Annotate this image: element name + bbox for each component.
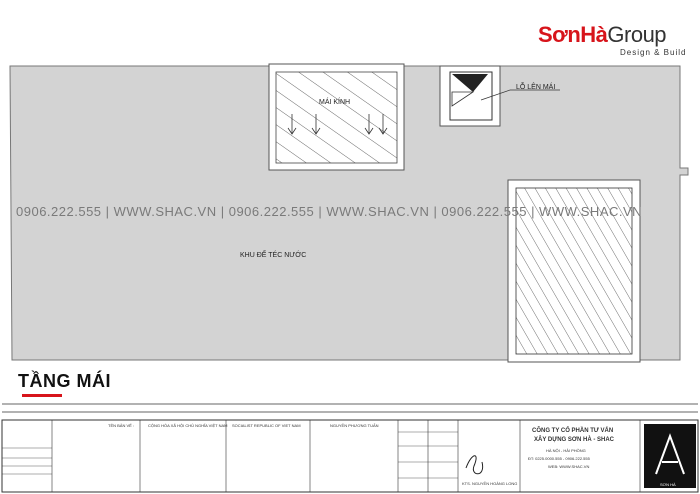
company-phone: ĐT: 0225.0000.555 - 0906.222.555 — [528, 456, 590, 461]
company-line-2: XÂY DỰNG SƠN HÀ - SHAC — [534, 437, 614, 443]
designer-name: KTS. NGUYỄN HOÀNG LONG — [462, 481, 518, 486]
title-underline — [22, 394, 62, 397]
logo-group: Group — [607, 22, 667, 47]
skylight — [269, 64, 404, 170]
logo-tagline: Design & Build — [620, 48, 687, 57]
company-address: HÀ NỘI - HẢI PHÒNG — [546, 448, 586, 453]
drawing-name-label: TÊN BẢN VẼ : — [108, 423, 135, 428]
title-block-frame — [2, 404, 698, 492]
country-header-1: CỘNG HÒA XÃ HỘI CHỦ NGHĨA VIỆT NAM — [148, 423, 228, 428]
drawing-title: TẦNG MÁI — [18, 371, 111, 391]
company-line-1: CÔNG TY CỔ PHẦN TƯ VẤN — [532, 428, 614, 434]
logo-caption: SƠN HÀ — [660, 482, 676, 487]
watermark-text: 0906.222.555 | WWW.SHAC.VN | 0906.222.555 | WWW.SHAC.VN | 0906.222.555 | WWW.SHAC.VN — [16, 204, 643, 219]
company-web: WEB: WWW.SHAC.VN — [548, 464, 590, 469]
stair-access-label: LỖ LÊN MÁI — [516, 84, 556, 91]
skylight-label: MÁI KÍNH — [319, 99, 351, 106]
owner-name: NGUYỄN PHƯƠNG TUẤN — [330, 423, 379, 428]
water-tank-area-label: KHU ĐỂ TÉC NƯỚC — [240, 252, 307, 259]
country-header-2: SOCIALIST REPUBLIC OF VIET NAM — [232, 423, 301, 428]
logo-brand: SơnHà — [538, 22, 608, 47]
